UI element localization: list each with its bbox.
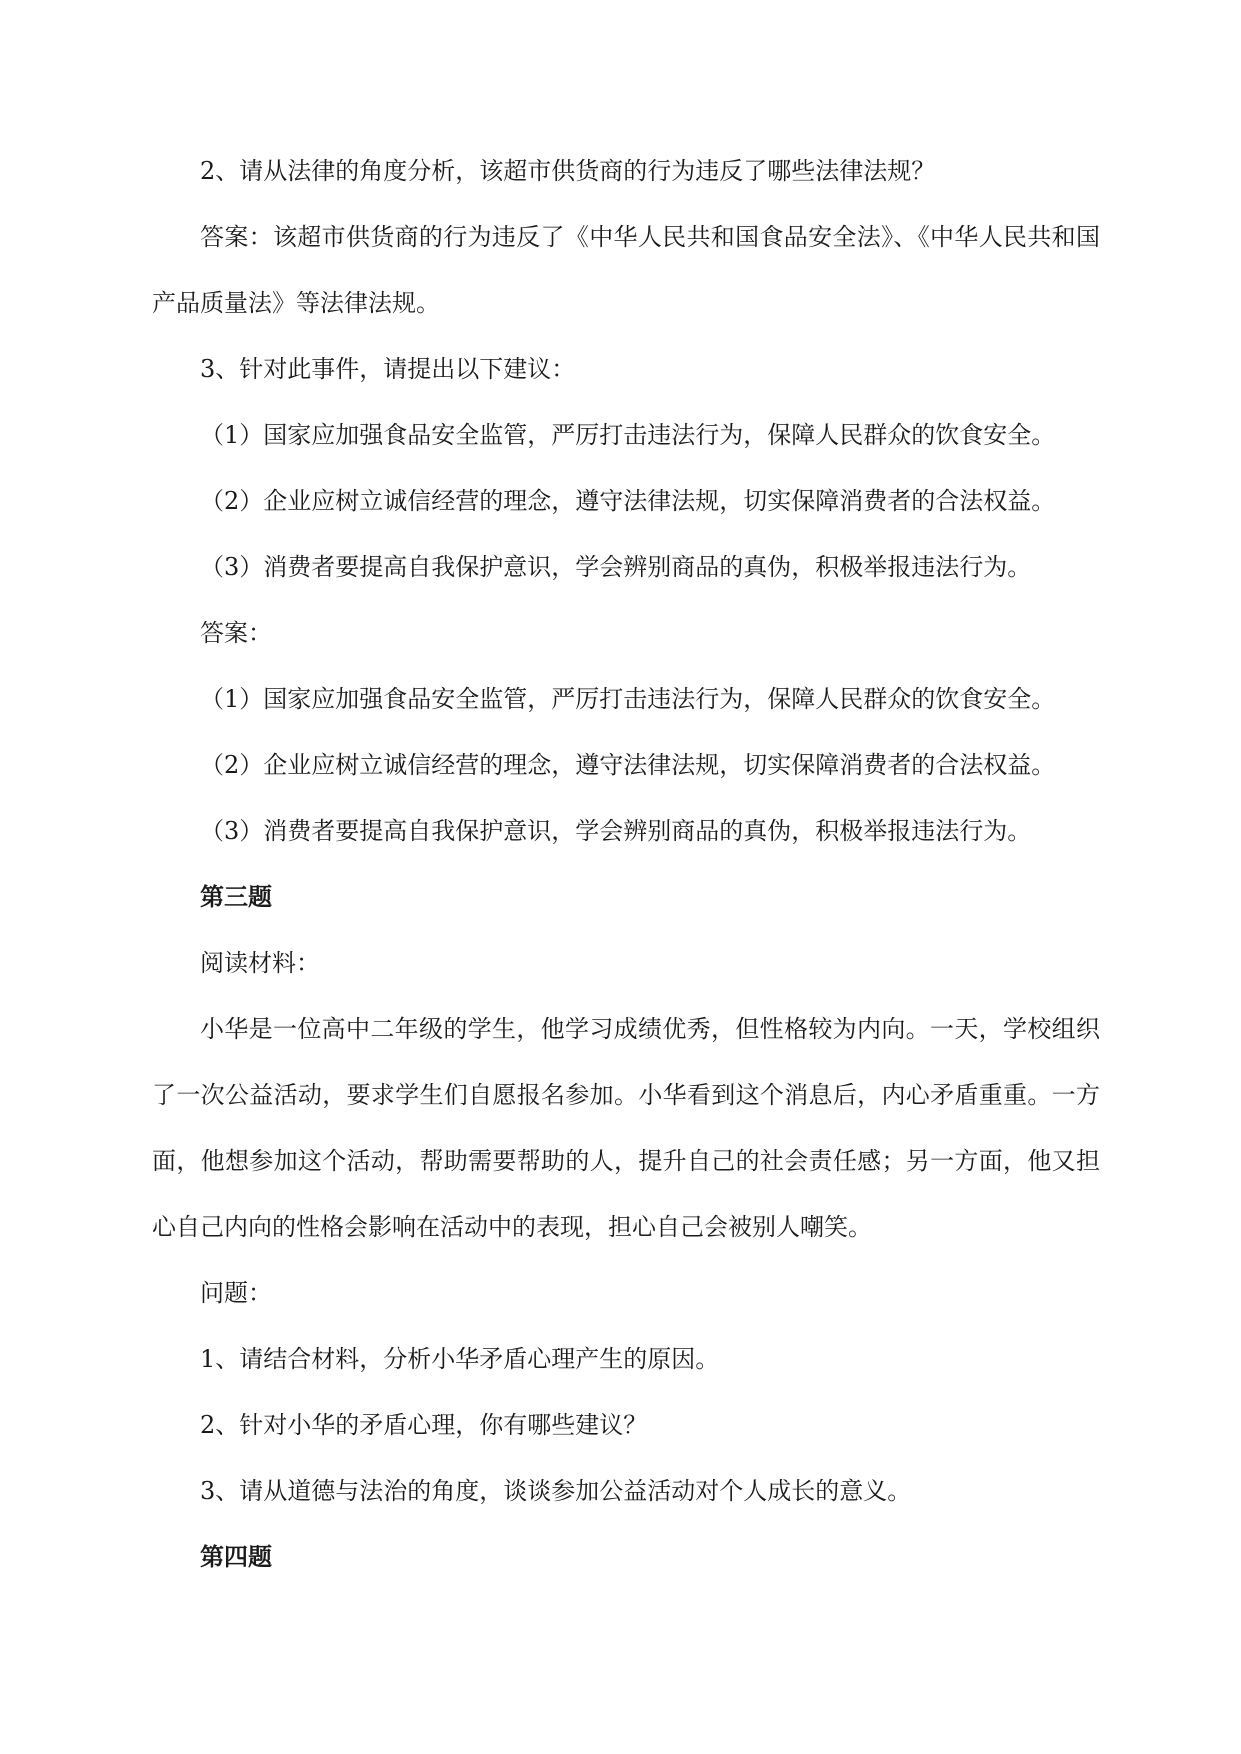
answer-label: 答案： <box>200 619 272 647</box>
suggestion-1: （1）国家应加强食品安全监管，严厉打击违法行为，保障人民群众的饮食安全。 <box>200 421 1056 449</box>
question-item-3: 3、请从道德与法治的角度，谈谈参加公益活动对个人成长的意义。 <box>200 1477 912 1505</box>
question-3: 3、针对此事件，请提出以下建议： <box>200 355 576 383</box>
answer-2: 答案：该超市供货商的行为违反了《中华人民共和国食品安全法》、《中华人民共和国产品质量法》等法律法规。 <box>152 223 1100 317</box>
answer-item-2: （2）企业应树立诚信经营的理念，遵守法律法规，切实保障消费者的合法权益。 <box>200 751 1056 779</box>
reading-material-label: 阅读材料： <box>200 949 320 977</box>
suggestion-3: （3）消费者要提高自我保护意识，学会辨别商品的真伪，积极举报违法行为。 <box>200 553 1032 581</box>
question-item-1: 1、请结合材料，分析小华矛盾心理产生的原因。 <box>200 1345 720 1373</box>
material-paragraph: 小华是一位高中二年级的学生，他学习成绩优秀，但性格较为内向。一天，学校组织了一次公益活动，要求学生们自愿报名参加。小华看到这个消息后，内心矛盾重重。一方面，他想参加这个活动，帮助需要帮助的人，提升自己的社会责任感；另一方面，他又担心自己内向的性格会影响在活动中的表现，担心自己会被别人嘲笑。 <box>152 1015 1100 1241</box>
question-item-2: 2、针对小华的矛盾心理，你有哪些建议？ <box>200 1411 648 1439</box>
questions-label: 问题： <box>200 1279 272 1307</box>
answer-item-3: （3）消费者要提高自我保护意识，学会辨别商品的真伪，积极举报违法行为。 <box>200 817 1032 845</box>
document-page <box>152 138 1100 1590</box>
section-heading-4: 第四题 <box>200 1542 272 1571</box>
answer-item-1: （1）国家应加强食品安全监管，严厉打击违法行为，保障人民群众的饮食安全。 <box>200 685 1056 713</box>
question-2: 2、请从法律的角度分析，该超市供货商的行为违反了哪些法律法规？ <box>200 157 936 185</box>
suggestion-2: （2）企业应树立诚信经营的理念，遵守法律法规，切实保障消费者的合法权益。 <box>200 487 1056 515</box>
section-heading-3: 第三题 <box>200 882 272 911</box>
